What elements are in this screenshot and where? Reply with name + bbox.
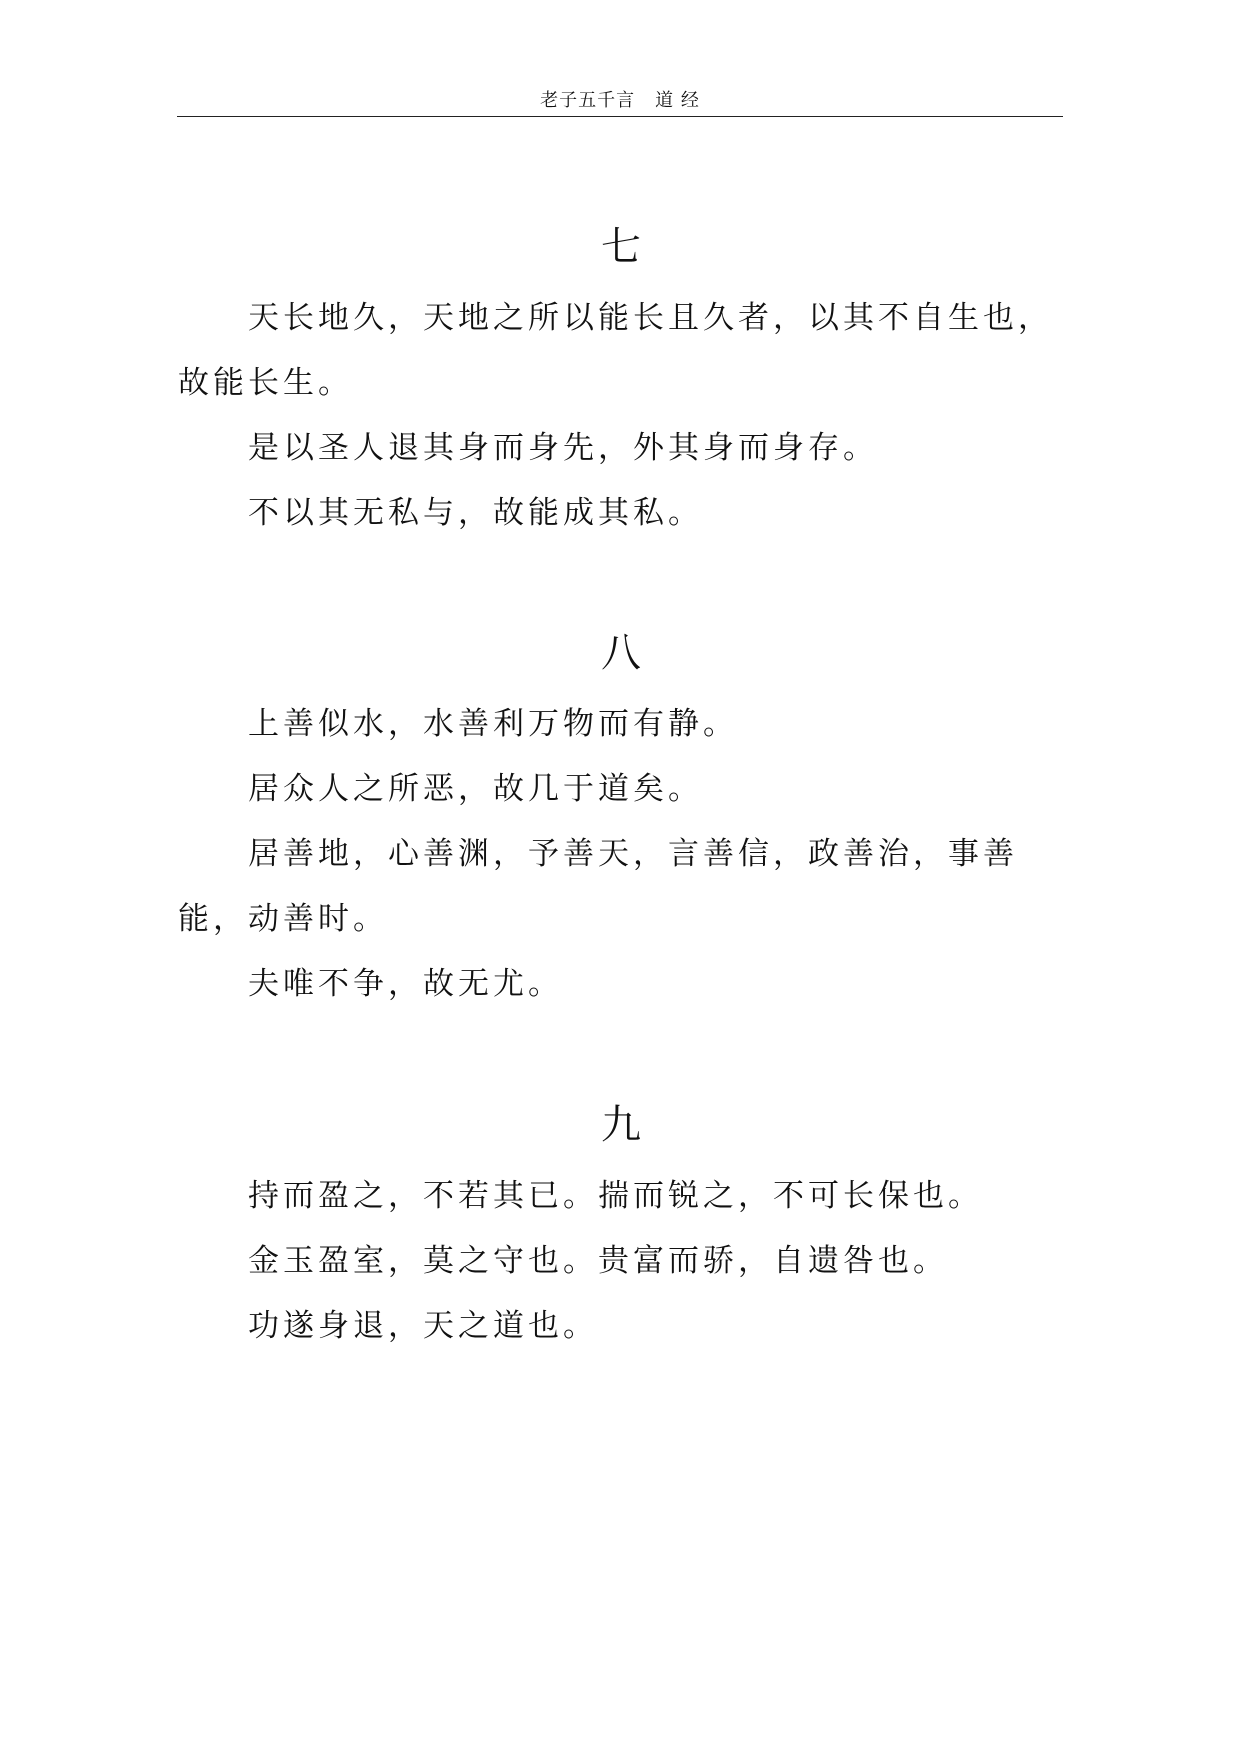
verse: 功遂身退，天之道也。 (248, 1308, 598, 1344)
verse: 持而盈之，不若其已。揣而锐之，不可长保也。 (248, 1178, 983, 1214)
chapter-title: 八 (601, 630, 641, 676)
section-title: 道 经 (655, 90, 700, 111)
verse: 居众人之所恶，故几于道矣。 (248, 771, 703, 807)
chapter-title: 九 (601, 1102, 641, 1148)
verse: 夫唯不争，故无尤。 (248, 966, 563, 1002)
page-header (177, 86, 1063, 117)
verse: 居善地，心善渊，予善天，言善信，政善治，事善能，动善时。 (178, 836, 1018, 937)
verse: 金玉盈室，莫之守也。贵富而骄，自遗咎也。 (248, 1243, 948, 1279)
chapter-7 (178, 222, 1064, 546)
chapter-9 (178, 1100, 1064, 1359)
verse: 是以圣人退其身而身先，外其身而身存。 (248, 430, 878, 466)
book-title: 老子五千言 (540, 90, 636, 111)
verse: 上善似水，水善利万物而有静。 (248, 706, 738, 742)
verse: 天长地久，天地之所以能长且久者，以其不自生也，故能长生。 (178, 300, 1053, 401)
chapter-8 (178, 628, 1064, 1017)
chapter-title: 七 (601, 224, 641, 270)
verse: 不以其无私与，故能成其私。 (248, 495, 703, 531)
